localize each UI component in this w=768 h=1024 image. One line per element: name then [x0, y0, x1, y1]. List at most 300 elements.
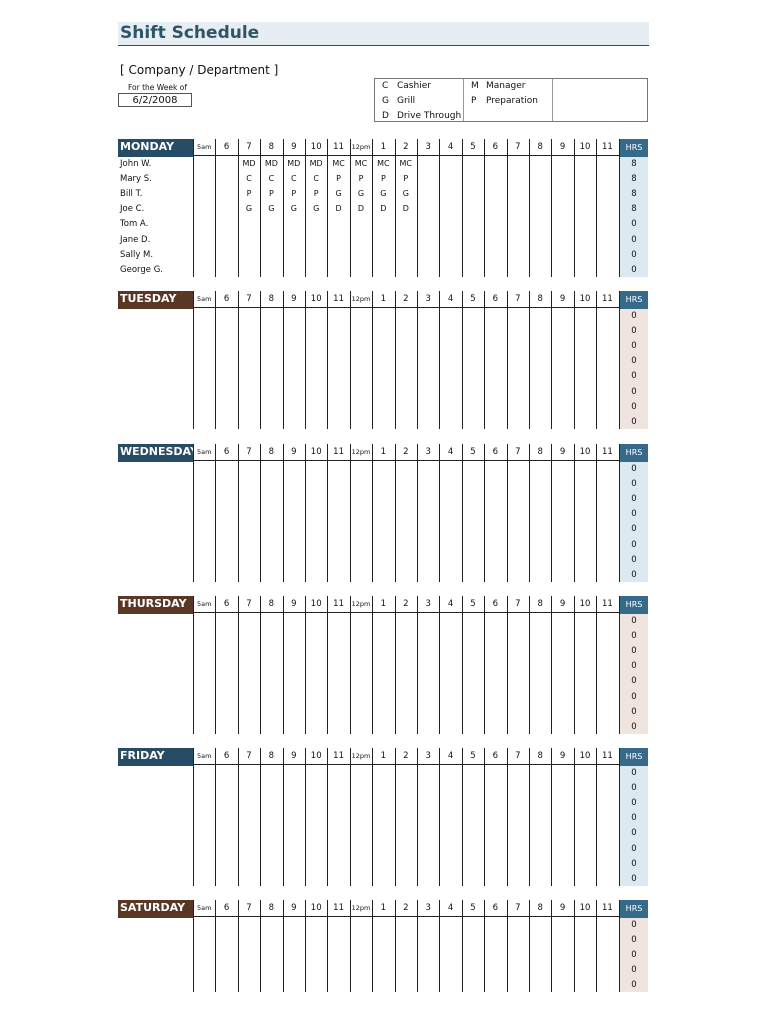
shift-cell[interactable]: P [336, 174, 341, 184]
hour-label: 7 [515, 447, 521, 457]
legend-divider [552, 79, 553, 121]
employee-name[interactable]: Joe C. [120, 204, 145, 215]
hrs-value: 0 [631, 858, 637, 869]
grid-line [596, 900, 597, 992]
shift-cell[interactable]: G [290, 204, 297, 214]
hour-label: 5am [196, 448, 212, 456]
grid-line [574, 748, 575, 886]
grid-line [372, 900, 373, 992]
hrs-header: HRS [620, 900, 648, 918]
hour-label: 5am [196, 752, 212, 760]
hrs-value: 0 [631, 616, 637, 626]
grid-line [283, 900, 284, 992]
hrs-header: HRS [620, 444, 648, 462]
hour-label: 10 [579, 447, 591, 457]
hrs-header: HRS [620, 748, 648, 766]
hour-label: 9 [291, 751, 297, 761]
hour-label: 7 [515, 142, 521, 152]
grid-line [462, 596, 463, 734]
grid-line [529, 900, 530, 992]
day-title: THURSDAY [118, 596, 193, 612]
grid-line [484, 291, 485, 429]
hour-label: 7 [515, 599, 521, 609]
grid-line [462, 748, 463, 886]
hrs-value: 8 [631, 204, 637, 215]
grid-line [529, 291, 530, 429]
hrs-value: 0 [631, 783, 637, 794]
hour-label: 9 [291, 447, 297, 457]
grid-line [327, 900, 328, 992]
hour-label: 11 [333, 142, 344, 152]
hrs-value: 0 [631, 873, 637, 884]
grid-line [260, 900, 261, 992]
hour-label: 4 [447, 599, 454, 609]
employee-name[interactable]: George G. [120, 264, 163, 275]
grid-line [395, 900, 396, 992]
grid-line [574, 900, 575, 992]
hour-label: 5am [196, 600, 212, 608]
hour-label: 2 [403, 751, 409, 761]
grid-line [372, 596, 373, 734]
hrs-value: 0 [631, 371, 637, 382]
hour-label: 8 [268, 903, 275, 913]
hour-label: 9 [559, 447, 566, 457]
hour-label: 10 [310, 599, 322, 609]
grid-line [193, 748, 194, 886]
grid-line [574, 139, 575, 277]
hour-label: 10 [310, 903, 322, 913]
hour-label: 12pm [351, 600, 371, 608]
hour-label: 3 [425, 294, 431, 304]
grid-line [260, 444, 261, 582]
grid-line [238, 596, 239, 734]
hour-label: 2 [403, 447, 409, 457]
hour-label: 8 [537, 294, 543, 304]
grid-line [417, 291, 418, 429]
employee-name[interactable]: Mary S. [120, 174, 152, 185]
hour-label: 6 [492, 751, 499, 761]
shift-cell[interactable]: C [268, 174, 275, 184]
grid-line [327, 444, 328, 582]
hour-label: 7 [515, 294, 521, 304]
grid-line [596, 291, 597, 429]
hour-label: 8 [268, 751, 275, 761]
grid-line [395, 748, 396, 886]
shift-cell[interactable]: MC [399, 159, 413, 168]
hrs-value: 0 [631, 646, 637, 657]
hrs-value: 0 [631, 706, 637, 717]
grid-line [350, 444, 351, 582]
hour-label: 3 [425, 142, 431, 152]
hrs-value: 0 [631, 721, 637, 732]
hrs-value: 0 [631, 768, 637, 778]
legend-item: G Grill [382, 96, 416, 106]
grid-line [305, 596, 306, 734]
employee-name[interactable]: Jane D. [120, 234, 151, 245]
shift-cell[interactable]: D [380, 204, 387, 214]
hour-label: 6 [492, 903, 499, 913]
grid-line [327, 596, 328, 734]
hrs-value: 0 [631, 569, 637, 580]
hour-label: 8 [537, 599, 543, 609]
hour-label: 12pm [351, 752, 371, 760]
hour-label: 1 [380, 294, 387, 304]
grid-line [215, 596, 216, 734]
hrs-value: 0 [631, 326, 637, 337]
day-block-monday [118, 139, 649, 277]
hour-label: 6 [223, 751, 230, 761]
grid-line [484, 596, 485, 734]
day-underline [118, 460, 193, 462]
grid-line [395, 291, 396, 429]
shift-cell[interactable]: G [313, 204, 320, 214]
grid-line [507, 444, 508, 582]
hour-label: 5 [470, 599, 476, 609]
shift-cell[interactable]: MC [354, 159, 368, 168]
hour-label: 7 [515, 751, 521, 761]
shift-cell[interactable]: MD [264, 159, 278, 168]
grid-line [327, 291, 328, 429]
shift-cell[interactable]: D [335, 204, 342, 214]
grid-line [305, 748, 306, 886]
grid-line [215, 444, 216, 582]
grid-line [574, 596, 575, 734]
hour-label: 9 [291, 294, 297, 304]
grid-line [484, 139, 485, 277]
hour-label: 1 [380, 447, 387, 457]
grid-line [551, 139, 552, 277]
shift-cell[interactable]: G [402, 189, 409, 199]
grid-line [193, 900, 194, 992]
grid-line [238, 444, 239, 582]
day-title: SATURDAY [118, 900, 193, 916]
day-underline [118, 307, 193, 309]
grid-line [305, 291, 306, 429]
shift-cell[interactable]: P [246, 189, 252, 199]
grid-line [372, 291, 373, 429]
hrs-value: 0 [631, 219, 637, 230]
grid-line [484, 900, 485, 992]
hour-label: 3 [425, 447, 431, 457]
hrs-value: 8 [631, 159, 637, 169]
shift-cell[interactable]: P [313, 189, 319, 199]
grid-line [596, 444, 597, 582]
shift-cell[interactable]: P [380, 174, 386, 184]
hrs-value: 0 [631, 264, 637, 275]
hrs-value: 0 [631, 386, 637, 397]
shift-cell[interactable]: P [268, 189, 274, 199]
hour-label: 11 [601, 447, 613, 457]
shift-cell[interactable]: P [403, 174, 409, 184]
grid-line [596, 748, 597, 886]
hrs-value: 0 [631, 464, 637, 474]
grid-line [507, 900, 508, 992]
hour-label: 10 [310, 142, 322, 152]
hour-label: 10 [579, 599, 591, 609]
grid-line [305, 900, 306, 992]
hrs-value: 0 [631, 843, 637, 854]
grid-line [529, 748, 530, 886]
grid-line [260, 748, 261, 886]
hour-label: 6 [492, 294, 499, 304]
grid-line [238, 748, 239, 886]
hour-label: 7 [246, 599, 252, 609]
grid-line [260, 291, 261, 429]
grid-line [372, 444, 373, 582]
grid-line [462, 291, 463, 429]
hrs-value: 0 [631, 509, 637, 520]
hour-label: 8 [537, 903, 543, 913]
hrs-value: 0 [631, 401, 637, 412]
hour-label: 10 [310, 751, 322, 761]
grid-line [283, 444, 284, 582]
hrs-header: HRS [620, 139, 648, 157]
hour-label: 9 [559, 142, 566, 152]
hour-label: 10 [310, 294, 322, 304]
day-block-wednesday [118, 444, 649, 582]
hour-label: 8 [268, 142, 275, 152]
hrs-value: 0 [631, 798, 637, 809]
hour-label: 4 [447, 447, 454, 457]
shift-cell[interactable]: MD [309, 159, 323, 168]
hour-label: 1 [380, 903, 387, 913]
hour-label: 10 [310, 447, 322, 457]
shift-cell[interactable]: MD [287, 159, 301, 168]
grid-line [193, 596, 194, 734]
grid-line [283, 596, 284, 734]
employee-name[interactable]: Tom A. [120, 219, 149, 230]
shift-cell[interactable]: G [380, 189, 387, 199]
hrs-value: 0 [631, 828, 637, 839]
grid-line [507, 291, 508, 429]
grid-line [417, 748, 418, 886]
grid-line [372, 748, 373, 886]
hour-label: 12pm [351, 448, 371, 456]
grid-line [395, 444, 396, 582]
shift-cell[interactable]: C [290, 174, 297, 184]
hour-label: 4 [447, 294, 454, 304]
hour-label: 9 [559, 294, 566, 304]
grid-line [350, 291, 351, 429]
hour-label: 8 [268, 599, 275, 609]
grid-line [439, 900, 440, 992]
hour-label: 5am [196, 904, 212, 912]
shift-cell[interactable]: MC [377, 159, 390, 168]
grid-line [484, 748, 485, 886]
hour-label: 5 [470, 751, 476, 761]
grid-line [484, 444, 485, 582]
grid-line [507, 748, 508, 886]
hour-label: 12pm [351, 143, 371, 151]
grid-line [350, 900, 351, 992]
grid-line [596, 596, 597, 734]
hour-label: 7 [246, 751, 252, 761]
hour-label: 2 [403, 142, 409, 152]
hrs-value: 0 [631, 539, 637, 550]
hour-label: 5am [196, 143, 212, 151]
day-block-thursday [118, 596, 649, 734]
hour-label: 7 [246, 294, 252, 304]
hour-label: 7 [515, 903, 521, 913]
employee-name[interactable]: Sally M. [120, 249, 154, 260]
hour-label: 4 [447, 903, 454, 913]
hour-label: 10 [579, 142, 591, 152]
hour-label: 9 [559, 599, 566, 609]
hrs-value: 0 [631, 691, 637, 702]
shift-cell[interactable]: C [246, 174, 252, 184]
hour-label: 6 [223, 142, 230, 152]
legend-item: P Preparation [471, 96, 538, 106]
hour-label: 8 [537, 142, 543, 152]
grid-line [327, 748, 328, 886]
hour-label: 3 [425, 599, 431, 609]
shift-cell[interactable]: G [357, 189, 365, 199]
day-underline [118, 612, 193, 614]
grid-line [462, 444, 463, 582]
hour-label: 9 [559, 751, 566, 761]
hrs-header: HRS [620, 596, 648, 614]
hour-label: 6 [492, 447, 499, 457]
legend-item: M Manager [471, 81, 526, 91]
hour-label: 9 [559, 903, 566, 913]
day-underline [118, 916, 193, 918]
shift-cell[interactable]: D [402, 204, 409, 214]
day-underline [118, 155, 193, 157]
hrs-value: 0 [631, 661, 637, 672]
hour-label: 6 [223, 903, 230, 913]
grid-line [193, 444, 194, 582]
grid-line [551, 900, 552, 992]
hrs-value: 0 [631, 479, 637, 490]
hour-label: 3 [425, 903, 431, 913]
position-legend [374, 78, 648, 122]
hour-label: 1 [380, 751, 387, 761]
grid-line [260, 596, 261, 734]
hour-label: 11 [333, 751, 344, 761]
hour-label: 10 [579, 751, 591, 761]
grid-line [215, 139, 216, 277]
shift-cell[interactable]: G [245, 204, 253, 214]
hour-label: 11 [333, 599, 344, 609]
shift-cell[interactable]: P [291, 189, 297, 199]
hrs-value: 8 [631, 174, 637, 185]
grid-line [305, 444, 306, 582]
hour-label: 10 [579, 903, 591, 913]
grid-line [529, 596, 530, 734]
grid-line [551, 596, 552, 734]
hrs-value: 0 [631, 980, 637, 991]
employee-name[interactable]: John W. [120, 159, 152, 169]
hrs-value: 0 [631, 416, 637, 427]
hour-label: 9 [291, 903, 297, 913]
hour-label: 12pm [351, 295, 371, 303]
hrs-value: 0 [631, 813, 637, 824]
grid-line [417, 596, 418, 734]
page-title: Shift Schedule [120, 23, 260, 43]
legend-item: C Cashier [382, 81, 431, 91]
week-date-field[interactable]: 6/2/2008 [118, 93, 192, 107]
hrs-value: 0 [631, 965, 637, 976]
legend-divider [463, 79, 464, 121]
shift-cell[interactable]: C [313, 174, 319, 184]
hour-label: 2 [403, 599, 409, 609]
hour-label: 11 [601, 294, 613, 304]
grid-line [283, 748, 284, 886]
grid-line [215, 900, 216, 992]
hour-label: 6 [223, 294, 230, 304]
hour-label: 2 [403, 903, 409, 913]
hrs-value: 0 [631, 341, 637, 352]
shift-cell[interactable]: G [335, 189, 342, 199]
grid-line [574, 444, 575, 582]
grid-line [417, 900, 418, 992]
hour-label: 10 [579, 294, 591, 304]
hrs-value: 0 [631, 356, 637, 367]
hrs-value: 8 [631, 189, 637, 200]
hour-label: 11 [601, 599, 613, 609]
hour-label: 4 [447, 751, 454, 761]
grid-line [238, 900, 239, 992]
hrs-value: 0 [631, 950, 637, 961]
hour-label: 2 [403, 294, 409, 304]
hour-label: 11 [601, 903, 613, 913]
shift-cell[interactable]: D [357, 204, 365, 214]
grid-line [529, 139, 530, 277]
hour-label: 6 [492, 599, 499, 609]
day-title: MONDAY [118, 139, 193, 155]
grid-line [283, 291, 284, 429]
hour-label: 11 [333, 903, 344, 913]
shift-cell[interactable]: G [268, 204, 275, 214]
shift-cell[interactable]: MD [242, 159, 256, 168]
grid-line [551, 444, 552, 582]
hrs-value: 0 [631, 311, 637, 321]
hour-label: 11 [333, 447, 344, 457]
day-underline [118, 764, 193, 766]
hrs-header: HRS [620, 291, 648, 309]
grid-line [350, 748, 351, 886]
employee-name[interactable]: Bill T. [120, 189, 143, 200]
grid-line [529, 444, 530, 582]
day-block-saturday [118, 900, 649, 992]
grid-line [462, 900, 463, 992]
hour-label: 9 [291, 599, 297, 609]
hrs-value: 0 [631, 631, 637, 642]
day-title: FRIDAY [118, 748, 193, 764]
hrs-value: 0 [631, 249, 637, 260]
grid-line [462, 139, 463, 277]
hour-label: 7 [246, 447, 252, 457]
hrs-value: 0 [631, 676, 637, 687]
hour-label: 8 [268, 447, 275, 457]
day-title: WEDNESDAY [120, 445, 198, 458]
grid-line [439, 291, 440, 429]
hour-label: 8 [537, 447, 543, 457]
day-title: TUESDAY [118, 291, 193, 307]
grid-line [417, 444, 418, 582]
grid-line [507, 139, 508, 277]
grid-line [238, 291, 239, 429]
hrs-value: 0 [631, 234, 637, 245]
grid-line [193, 291, 194, 429]
grid-line [551, 291, 552, 429]
hour-label: 6 [223, 599, 230, 609]
shift-cell[interactable]: MC [332, 159, 345, 168]
day-block-friday [118, 748, 649, 886]
hour-label: 6 [223, 447, 230, 457]
shift-cell[interactable]: P [358, 174, 364, 184]
company-department[interactable]: [ Company / Department ] [120, 63, 279, 77]
